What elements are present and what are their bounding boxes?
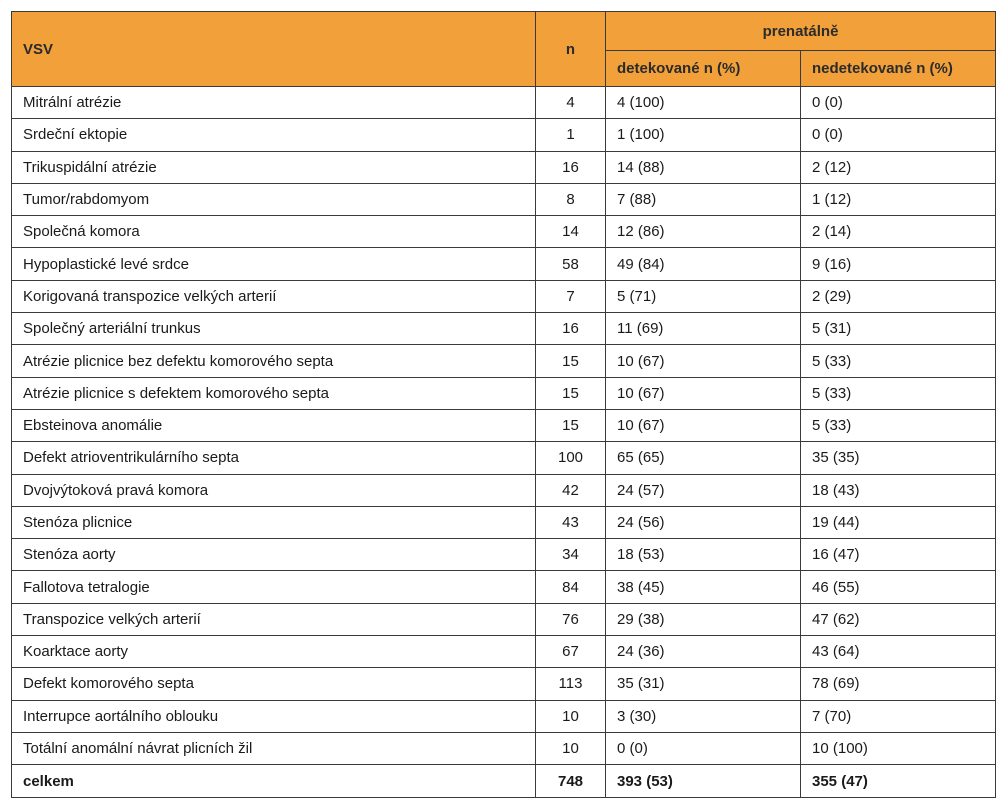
table-row bbox=[12, 603, 996, 635]
cell-detected: 5 (71) bbox=[606, 280, 801, 312]
cell-defect-name: Stenóza plicnice bbox=[12, 506, 536, 538]
table-row bbox=[12, 700, 996, 732]
cell-n: 16 bbox=[536, 313, 606, 345]
cell-n: 42 bbox=[536, 474, 606, 506]
cell-n: 34 bbox=[536, 539, 606, 571]
cell-defect-name: Trikuspidální atrézie bbox=[12, 151, 536, 183]
cell-undetected: 0 (0) bbox=[801, 87, 996, 119]
table-row bbox=[12, 345, 996, 377]
table-row bbox=[12, 474, 996, 506]
cell-detected: 24 (57) bbox=[606, 474, 801, 506]
table-row bbox=[12, 732, 996, 764]
cell-detected: 24 (56) bbox=[606, 506, 801, 538]
cell-undetected: 5 (31) bbox=[801, 313, 996, 345]
cell-n: 84 bbox=[536, 571, 606, 603]
cell-defect-name: Společný arteriální trunkus bbox=[12, 313, 536, 345]
cell-defect-name: Totální anomální návrat plicních žil bbox=[12, 732, 536, 764]
cell-undetected: 47 (62) bbox=[801, 603, 996, 635]
table-row bbox=[12, 183, 996, 215]
table-row bbox=[12, 571, 996, 603]
cell-detected: 29 (38) bbox=[606, 603, 801, 635]
table-header bbox=[12, 12, 996, 87]
cell-defect-name: Hypoplastické levé srdce bbox=[12, 248, 536, 280]
table-row bbox=[12, 313, 996, 345]
table-row bbox=[12, 280, 996, 312]
total-label: celkem bbox=[12, 765, 536, 798]
table-footer bbox=[12, 765, 996, 798]
cell-detected: 35 (31) bbox=[606, 668, 801, 700]
cell-undetected: 19 (44) bbox=[801, 506, 996, 538]
cell-defect-name: Srdeční ektopie bbox=[12, 119, 536, 151]
cell-n: 58 bbox=[536, 248, 606, 280]
table-row bbox=[12, 377, 996, 409]
cell-defect-name: Fallotova tetralogie bbox=[12, 571, 536, 603]
cell-detected: 38 (45) bbox=[606, 571, 801, 603]
table-body bbox=[12, 87, 996, 765]
table-row bbox=[12, 248, 996, 280]
cell-undetected: 5 (33) bbox=[801, 345, 996, 377]
cell-defect-name: Stenóza aorty bbox=[12, 539, 536, 571]
total-row bbox=[12, 765, 996, 798]
cell-defect-name: Atrézie plicnice s defektem komorového septa bbox=[12, 377, 536, 409]
cell-defect-name: Interrupce aortálního oblouku bbox=[12, 700, 536, 732]
cell-n: 15 bbox=[536, 377, 606, 409]
cell-detected: 1 (100) bbox=[606, 119, 801, 151]
table-row bbox=[12, 539, 996, 571]
cell-undetected: 2 (14) bbox=[801, 216, 996, 248]
cell-n: 16 bbox=[536, 151, 606, 183]
cell-n: 10 bbox=[536, 700, 606, 732]
cell-n: 14 bbox=[536, 216, 606, 248]
cell-defect-name: Koarktace aorty bbox=[12, 636, 536, 668]
cell-detected: 7 (88) bbox=[606, 183, 801, 215]
total-n: 748 bbox=[536, 765, 606, 798]
cell-n: 67 bbox=[536, 636, 606, 668]
header-detected: detekované n (%) bbox=[606, 51, 801, 87]
cell-undetected: 16 (47) bbox=[801, 539, 996, 571]
cell-detected: 0 (0) bbox=[606, 732, 801, 764]
cell-defect-name: Defekt komorového septa bbox=[12, 668, 536, 700]
cell-detected: 65 (65) bbox=[606, 442, 801, 474]
cell-n: 15 bbox=[536, 345, 606, 377]
header-prenatalne: prenatálně bbox=[606, 12, 996, 51]
cell-undetected: 35 (35) bbox=[801, 442, 996, 474]
cell-detected: 24 (36) bbox=[606, 636, 801, 668]
header-undetected: nedetekované n (%) bbox=[801, 51, 996, 87]
cell-n: 1 bbox=[536, 119, 606, 151]
table-row bbox=[12, 442, 996, 474]
cell-defect-name: Společná komora bbox=[12, 216, 536, 248]
cell-detected: 10 (67) bbox=[606, 345, 801, 377]
cell-defect-name: Defekt atrioventrikulárního septa bbox=[12, 442, 536, 474]
cell-detected: 10 (67) bbox=[606, 377, 801, 409]
cell-detected: 18 (53) bbox=[606, 539, 801, 571]
cell-undetected: 0 (0) bbox=[801, 119, 996, 151]
cell-undetected: 5 (33) bbox=[801, 409, 996, 441]
cell-detected: 11 (69) bbox=[606, 313, 801, 345]
cell-detected: 14 (88) bbox=[606, 151, 801, 183]
cell-defect-name: Atrézie plicnice bez defektu komorového septa bbox=[12, 345, 536, 377]
cell-undetected: 2 (12) bbox=[801, 151, 996, 183]
cell-defect-name: Korigovaná transpozice velkých arterií bbox=[12, 280, 536, 312]
cell-undetected: 46 (55) bbox=[801, 571, 996, 603]
cell-n: 7 bbox=[536, 280, 606, 312]
cell-detected: 10 (67) bbox=[606, 409, 801, 441]
cell-n: 100 bbox=[536, 442, 606, 474]
cell-n: 43 bbox=[536, 506, 606, 538]
cell-defect-name: Mitrální atrézie bbox=[12, 87, 536, 119]
cell-undetected: 9 (16) bbox=[801, 248, 996, 280]
table-row bbox=[12, 216, 996, 248]
cell-n: 15 bbox=[536, 409, 606, 441]
cell-detected: 12 (86) bbox=[606, 216, 801, 248]
table-row bbox=[12, 668, 996, 700]
header-n: n bbox=[536, 12, 606, 87]
cell-detected: 3 (30) bbox=[606, 700, 801, 732]
cell-defect-name: Ebsteinova anomálie bbox=[12, 409, 536, 441]
cell-undetected: 18 (43) bbox=[801, 474, 996, 506]
table-row bbox=[12, 636, 996, 668]
cell-defect-name: Transpozice velkých arterií bbox=[12, 603, 536, 635]
cell-detected: 4 (100) bbox=[606, 87, 801, 119]
cell-n: 113 bbox=[536, 668, 606, 700]
header-vsv: VSV bbox=[12, 12, 536, 87]
table-row bbox=[12, 151, 996, 183]
table-row bbox=[12, 119, 996, 151]
cell-undetected: 10 (100) bbox=[801, 732, 996, 764]
cell-undetected: 43 (64) bbox=[801, 636, 996, 668]
cell-undetected: 7 (70) bbox=[801, 700, 996, 732]
cell-n: 4 bbox=[536, 87, 606, 119]
cell-defect-name: Tumor/rabdomyom bbox=[12, 183, 536, 215]
cell-undetected: 5 (33) bbox=[801, 377, 996, 409]
vsv-table bbox=[11, 11, 996, 798]
cell-n: 76 bbox=[536, 603, 606, 635]
table-row bbox=[12, 409, 996, 441]
table-row bbox=[12, 87, 996, 119]
cell-n: 10 bbox=[536, 732, 606, 764]
table-row bbox=[12, 506, 996, 538]
total-undetected: 355 (47) bbox=[801, 765, 996, 798]
cell-undetected: 1 (12) bbox=[801, 183, 996, 215]
total-detected: 393 (53) bbox=[606, 765, 801, 798]
cell-n: 8 bbox=[536, 183, 606, 215]
cell-defect-name: Dvojvýtoková pravá komora bbox=[12, 474, 536, 506]
cell-detected: 49 (84) bbox=[606, 248, 801, 280]
cell-undetected: 2 (29) bbox=[801, 280, 996, 312]
cell-undetected: 78 (69) bbox=[801, 668, 996, 700]
